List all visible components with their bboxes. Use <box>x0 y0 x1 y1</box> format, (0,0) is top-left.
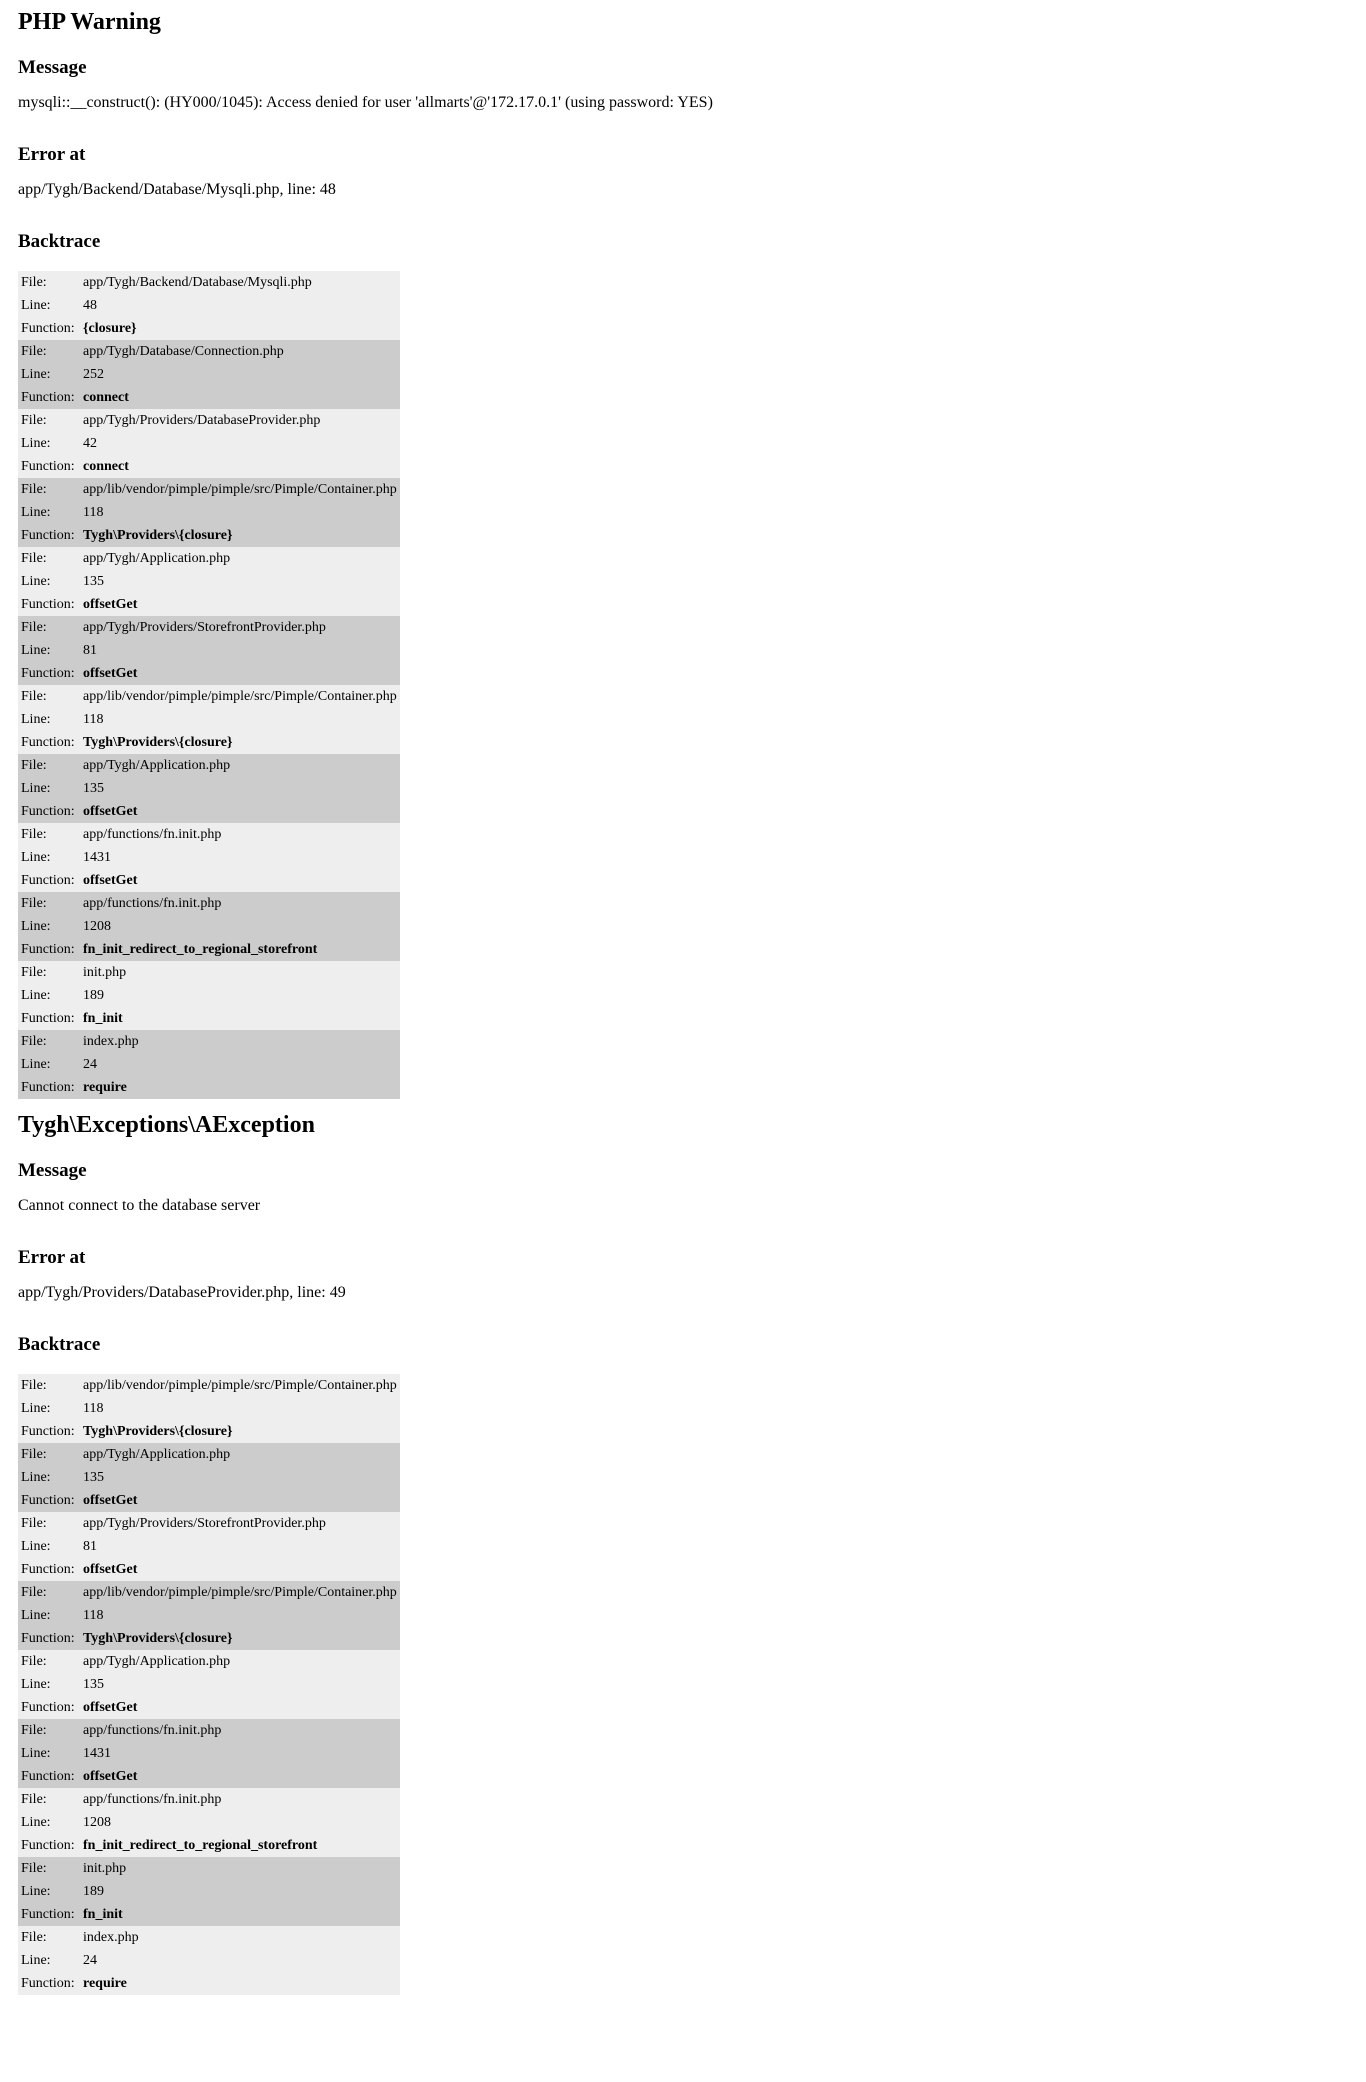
frame-function: offsetGet <box>80 869 400 892</box>
backtrace-row <box>18 363 400 386</box>
file-label: File: <box>18 823 80 846</box>
line-label: Line: <box>18 1880 80 1903</box>
backtrace-frame <box>18 478 400 547</box>
frame-line: 1431 <box>80 846 400 869</box>
frame-file: app/Tygh/Backend/Database/Mysqli.php <box>80 271 400 294</box>
backtrace-frame <box>18 1788 400 1857</box>
backtrace-row <box>18 1076 400 1099</box>
line-label: Line: <box>18 432 80 455</box>
line-label: Line: <box>18 708 80 731</box>
frame-function: Tygh\Providers\{closure} <box>80 1420 400 1443</box>
backtrace-row <box>18 1903 400 1926</box>
line-label: Line: <box>18 639 80 662</box>
backtrace-row <box>18 593 400 616</box>
function-label: Function: <box>18 317 80 340</box>
function-label: Function: <box>18 386 80 409</box>
line-label: Line: <box>18 1949 80 1972</box>
line-label: Line: <box>18 846 80 869</box>
backtrace-frame <box>18 1857 400 1926</box>
backtrace-row <box>18 1811 400 1834</box>
frame-file: app/Tygh/Application.php <box>80 1650 400 1673</box>
function-label: Function: <box>18 1489 80 1512</box>
backtrace-frame <box>18 1512 400 1581</box>
frame-file: index.php <box>80 1926 400 1949</box>
frame-line: 118 <box>80 1397 400 1420</box>
backtrace-row <box>18 524 400 547</box>
frame-line: 118 <box>80 501 400 524</box>
backtrace-row <box>18 1466 400 1489</box>
error-message: mysqli::__construct(): (HY000/1045): Access denied for user 'allmarts'@'172.17.0.1' (using password: YES) <box>18 94 713 111</box>
backtrace-row <box>18 1053 400 1076</box>
backtrace-row <box>18 938 400 961</box>
backtrace-row <box>18 271 400 294</box>
backtrace-frame <box>18 409 400 478</box>
file-label: File: <box>18 1719 80 1742</box>
error-section-exception <box>18 1109 1348 1995</box>
file-label: File: <box>18 754 80 777</box>
backtrace-frame <box>18 823 400 892</box>
frame-file: app/Tygh/Providers/StorefrontProvider.php <box>80 616 400 639</box>
frame-line: 1208 <box>80 1811 400 1834</box>
backtrace-row <box>18 1972 400 1995</box>
error-title: PHP Warning <box>18 9 161 35</box>
line-label: Line: <box>18 984 80 1007</box>
backtrace-frame <box>18 754 400 823</box>
backtrace-row <box>18 1949 400 1972</box>
backtrace-frame <box>18 1719 400 1788</box>
function-label: Function: <box>18 455 80 478</box>
file-label: File: <box>18 1926 80 1949</box>
function-label: Function: <box>18 731 80 754</box>
frame-function: fn_init <box>80 1903 400 1926</box>
backtrace-row <box>18 1834 400 1857</box>
backtrace-row <box>18 846 400 869</box>
function-label: Function: <box>18 938 80 961</box>
file-label: File: <box>18 1581 80 1604</box>
frame-file: app/Tygh/Application.php <box>80 547 400 570</box>
frame-file: app/functions/fn.init.php <box>80 892 400 915</box>
file-label: File: <box>18 892 80 915</box>
file-label: File: <box>18 616 80 639</box>
frame-file: app/lib/vendor/pimple/pimple/src/Pimple/Container.php <box>80 478 400 501</box>
error-at-heading: Error at <box>18 144 86 165</box>
frame-function: offsetGet <box>80 593 400 616</box>
backtrace-row <box>18 1765 400 1788</box>
line-label: Line: <box>18 1397 80 1420</box>
backtrace-row <box>18 1880 400 1903</box>
frame-line: 81 <box>80 639 400 662</box>
frame-line: 252 <box>80 363 400 386</box>
frame-file: app/Tygh/Application.php <box>80 1443 400 1466</box>
backtrace-row <box>18 1397 400 1420</box>
function-label: Function: <box>18 1765 80 1788</box>
backtrace-row <box>18 1443 400 1466</box>
backtrace-row <box>18 1627 400 1650</box>
frame-file: app/lib/vendor/pimple/pimple/src/Pimple/Container.php <box>80 1374 400 1397</box>
frame-function: {closure} <box>80 317 400 340</box>
frame-function: require <box>80 1076 400 1099</box>
backtrace-row <box>18 340 400 363</box>
backtrace-row <box>18 823 400 846</box>
backtrace-row <box>18 777 400 800</box>
file-label: File: <box>18 340 80 363</box>
frame-file: app/Tygh/Application.php <box>80 754 400 777</box>
backtrace-row <box>18 892 400 915</box>
backtrace-frame <box>18 1374 400 1443</box>
backtrace-row <box>18 984 400 1007</box>
backtrace-row <box>18 1857 400 1880</box>
backtrace-row <box>18 432 400 455</box>
backtrace-frame <box>18 1443 400 1512</box>
frame-function: Tygh\Providers\{closure} <box>80 524 400 547</box>
backtrace-row <box>18 317 400 340</box>
error-section-php-warning <box>18 6 1348 1099</box>
function-label: Function: <box>18 662 80 685</box>
function-label: Function: <box>18 1972 80 1995</box>
backtrace-row <box>18 547 400 570</box>
function-label: Function: <box>18 1007 80 1030</box>
backtrace-row <box>18 1696 400 1719</box>
line-label: Line: <box>18 1604 80 1627</box>
frame-line: 118 <box>80 1604 400 1627</box>
function-label: Function: <box>18 1903 80 1926</box>
file-label: File: <box>18 271 80 294</box>
backtrace-frame <box>18 547 400 616</box>
backtrace-row <box>18 1581 400 1604</box>
backtrace-row <box>18 1558 400 1581</box>
backtrace-table <box>18 1374 400 1995</box>
function-label: Function: <box>18 1696 80 1719</box>
frame-function: offsetGet <box>80 1489 400 1512</box>
frame-function: fn_init_redirect_to_regional_storefront <box>80 938 400 961</box>
frame-function: connect <box>80 386 400 409</box>
frame-file: app/Tygh/Providers/DatabaseProvider.php <box>80 409 400 432</box>
backtrace-row <box>18 478 400 501</box>
frame-line: 1431 <box>80 1742 400 1765</box>
backtrace-row <box>18 731 400 754</box>
backtrace-row <box>18 708 400 731</box>
line-label: Line: <box>18 1811 80 1834</box>
frame-line: 24 <box>80 1949 400 1972</box>
backtrace-row <box>18 800 400 823</box>
frame-file: init.php <box>80 961 400 984</box>
backtrace-frame <box>18 271 400 340</box>
function-label: Function: <box>18 1834 80 1857</box>
frame-function: fn_init_redirect_to_regional_storefront <box>80 1834 400 1857</box>
line-label: Line: <box>18 777 80 800</box>
error-location: app/Tygh/Providers/DatabaseProvider.php, line: 49 <box>18 1284 346 1301</box>
frame-line: 118 <box>80 708 400 731</box>
function-label: Function: <box>18 1558 80 1581</box>
backtrace-row <box>18 961 400 984</box>
frame-line: 24 <box>80 1053 400 1076</box>
line-label: Line: <box>18 1053 80 1076</box>
frame-line: 189 <box>80 984 400 1007</box>
frame-function: offsetGet <box>80 1765 400 1788</box>
file-label: File: <box>18 478 80 501</box>
line-label: Line: <box>18 1466 80 1489</box>
frame-file: index.php <box>80 1030 400 1053</box>
frame-function: Tygh\Providers\{closure} <box>80 731 400 754</box>
frame-function: offsetGet <box>80 1558 400 1581</box>
file-label: File: <box>18 1443 80 1466</box>
frame-function: offsetGet <box>80 662 400 685</box>
line-label: Line: <box>18 363 80 386</box>
backtrace-frame <box>18 685 400 754</box>
backtrace-row <box>18 1719 400 1742</box>
backtrace-row <box>18 1374 400 1397</box>
backtrace-frame <box>18 1030 400 1099</box>
line-label: Line: <box>18 501 80 524</box>
frame-file: app/lib/vendor/pimple/pimple/src/Pimple/Container.php <box>80 685 400 708</box>
error-message: Cannot connect to the database server <box>18 1197 261 1214</box>
backtrace-row <box>18 685 400 708</box>
frame-function: connect <box>80 455 400 478</box>
backtrace-frame <box>18 1581 400 1650</box>
frame-line: 81 <box>80 1535 400 1558</box>
backtrace-row <box>18 409 400 432</box>
error-location: app/Tygh/Backend/Database/Mysqli.php, line: 48 <box>18 181 336 198</box>
line-label: Line: <box>18 915 80 938</box>
backtrace-row <box>18 639 400 662</box>
line-label: Line: <box>18 294 80 317</box>
file-label: File: <box>18 1512 80 1535</box>
frame-function: fn_init <box>80 1007 400 1030</box>
function-label: Function: <box>18 800 80 823</box>
backtrace-row <box>18 662 400 685</box>
frame-function: offsetGet <box>80 1696 400 1719</box>
frame-line: 135 <box>80 777 400 800</box>
backtrace-row <box>18 501 400 524</box>
line-label: Line: <box>18 1535 80 1558</box>
line-label: Line: <box>18 570 80 593</box>
backtrace-frame <box>18 1650 400 1719</box>
frame-line: 189 <box>80 1880 400 1903</box>
file-label: File: <box>18 1374 80 1397</box>
backtrace-row <box>18 1673 400 1696</box>
backtrace-row <box>18 1926 400 1949</box>
function-label: Function: <box>18 524 80 547</box>
message-heading: Message <box>18 1160 87 1181</box>
frame-file: init.php <box>80 1857 400 1880</box>
backtrace-row <box>18 1030 400 1053</box>
backtrace-heading: Backtrace <box>18 231 101 252</box>
function-label: Function: <box>18 1076 80 1099</box>
backtrace-row <box>18 1604 400 1627</box>
file-label: File: <box>18 1788 80 1811</box>
frame-line: 1208 <box>80 915 400 938</box>
frame-line: 48 <box>80 294 400 317</box>
backtrace-table <box>18 271 400 1099</box>
function-label: Function: <box>18 593 80 616</box>
backtrace-frame <box>18 892 400 961</box>
backtrace-row <box>18 915 400 938</box>
error-title: Tygh\Exceptions\AException <box>18 1112 315 1138</box>
error-at-heading: Error at <box>18 1247 86 1268</box>
backtrace-frame <box>18 340 400 409</box>
frame-file: app/functions/fn.init.php <box>80 1788 400 1811</box>
file-label: File: <box>18 1030 80 1053</box>
frame-file: app/functions/fn.init.php <box>80 823 400 846</box>
function-label: Function: <box>18 1627 80 1650</box>
backtrace-row <box>18 570 400 593</box>
backtrace-row <box>18 1742 400 1765</box>
frame-line: 135 <box>80 570 400 593</box>
backtrace-row <box>18 1535 400 1558</box>
backtrace-frame <box>18 961 400 1030</box>
function-label: Function: <box>18 869 80 892</box>
file-label: File: <box>18 1857 80 1880</box>
file-label: File: <box>18 1650 80 1673</box>
backtrace-row <box>18 869 400 892</box>
backtrace-row <box>18 1489 400 1512</box>
frame-file: app/functions/fn.init.php <box>80 1719 400 1742</box>
backtrace-row <box>18 455 400 478</box>
backtrace-row <box>18 754 400 777</box>
frame-file: app/Tygh/Providers/StorefrontProvider.php <box>80 1512 400 1535</box>
frame-function: Tygh\Providers\{closure} <box>80 1627 400 1650</box>
frame-line: 135 <box>80 1673 400 1696</box>
function-label: Function: <box>18 1420 80 1443</box>
backtrace-frame <box>18 1926 400 1995</box>
backtrace-row <box>18 1650 400 1673</box>
line-label: Line: <box>18 1742 80 1765</box>
backtrace-row <box>18 294 400 317</box>
backtrace-frame <box>18 616 400 685</box>
backtrace-heading: Backtrace <box>18 1334 101 1355</box>
file-label: File: <box>18 547 80 570</box>
backtrace-row <box>18 1788 400 1811</box>
backtrace-row <box>18 386 400 409</box>
file-label: File: <box>18 685 80 708</box>
frame-file: app/lib/vendor/pimple/pimple/src/Pimple/Container.php <box>80 1581 400 1604</box>
backtrace-row <box>18 1420 400 1443</box>
backtrace-row <box>18 1007 400 1030</box>
message-heading: Message <box>18 57 87 78</box>
frame-line: 42 <box>80 432 400 455</box>
frame-function: offsetGet <box>80 800 400 823</box>
backtrace-row <box>18 616 400 639</box>
line-label: Line: <box>18 1673 80 1696</box>
file-label: File: <box>18 409 80 432</box>
backtrace-row <box>18 1512 400 1535</box>
frame-function: require <box>80 1972 400 1995</box>
frame-file: app/Tygh/Database/Connection.php <box>80 340 400 363</box>
frame-line: 135 <box>80 1466 400 1489</box>
file-label: File: <box>18 961 80 984</box>
